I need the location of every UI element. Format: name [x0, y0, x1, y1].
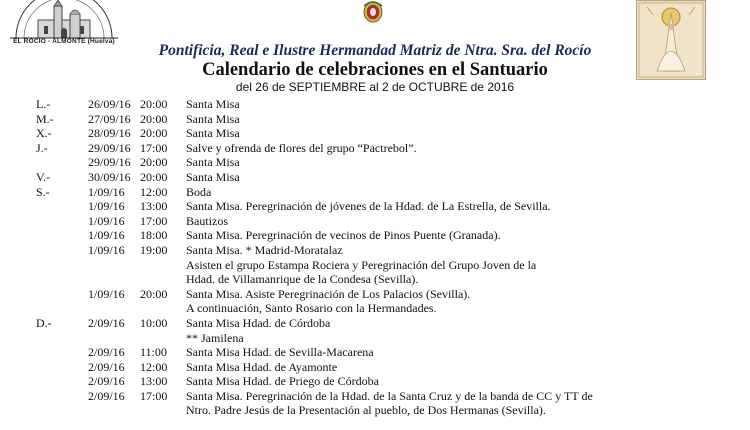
schedule-row: [0, 185, 750, 200]
schedule-time: 20:00: [140, 126, 168, 141]
schedule-row: [0, 214, 750, 229]
schedule-time: 20:00: [140, 286, 168, 301]
schedule-row: [0, 374, 750, 389]
schedule-row: [0, 389, 750, 404]
schedule-date: 26/09/16: [88, 97, 131, 111]
schedule-description: Santa Misa Hdad. de Priego de Córdoba: [186, 374, 379, 389]
schedule-row: [0, 126, 750, 141]
brotherhood-title: Pontificia, Real e Ilustre Hermandad Matriz de Ntra. Sra. del Rocío: [158, 42, 592, 59]
schedule-row: [0, 345, 750, 360]
schedule-day: V.-: [36, 169, 51, 184]
schedule-description: Santa Misa: [186, 155, 240, 170]
schedule-description: Santa Misa: [186, 126, 240, 141]
schedule-row: [0, 287, 750, 302]
schedule-date: 1/09/16: [88, 242, 125, 257]
schedule-time: 20:00: [140, 155, 168, 170]
schedule-time: 12:00: [140, 184, 168, 199]
schedule-day: L.-: [36, 97, 51, 111]
schedule-date: 1/09/16: [88, 184, 125, 199]
schedule-description: Salve y ofrenda de flores del grupo “Pactrebol”.: [186, 140, 417, 155]
schedule-description: Ntro. Padre Jesús de la Presentación al pueblo, de Dos Hermanas (Sevilla).: [186, 403, 546, 418]
schedule-time: 20:00: [140, 97, 168, 111]
schedule-description: Santa Misa: [186, 97, 240, 111]
schedule-time: 12:00: [140, 359, 168, 374]
schedule-time: 18:00: [140, 228, 168, 243]
schedule-day: D.-: [36, 315, 52, 330]
schedule-row: [0, 331, 750, 346]
schedule-date: 2/09/16: [88, 359, 125, 374]
schedule-description: A continuación, Santo Rosario con la Hermandades.: [186, 301, 437, 316]
schedule-date: 1/09/16: [88, 228, 125, 243]
schedule-time: 13:00: [140, 199, 168, 214]
calendar-title: Calendario de celebraciones en el Santuario: [202, 60, 548, 80]
schedule-time: 17:00: [140, 140, 168, 155]
schedule-row: [0, 301, 750, 316]
schedule-description: Santa Misa: [186, 169, 240, 184]
schedule-description: Bautizos: [186, 213, 228, 228]
schedule-description: Santa Misa. * Madrid-Moratalaz: [186, 242, 343, 257]
schedule-description: Asisten el grupo Estampa Rociera y Peregrinación del Grupo Joven de la: [186, 257, 537, 272]
schedule-description: Santa Misa. Peregrinación de la Hdad. de la Santa Cruz y de la banda de CC y TT de: [186, 388, 593, 403]
schedule-day: M.-: [36, 111, 54, 126]
schedule-row: [0, 403, 750, 418]
schedule-row: [0, 316, 750, 331]
schedule-row: [0, 258, 750, 273]
schedule-description: Hdad. de Villamanrique de la Condesa (Sevilla).: [186, 272, 419, 287]
schedule-date: 1/09/16: [88, 286, 125, 301]
schedule-description: Santa Misa: [186, 111, 240, 126]
schedule-day: X.-: [36, 126, 52, 141]
schedule-date: 2/09/16: [88, 374, 125, 389]
schedule-time: 17:00: [140, 388, 168, 403]
schedule-row: [0, 360, 750, 375]
sanctuary-church-icon: [4, 0, 124, 40]
schedule-description: Santa Misa Hdad. de Sevilla-Macarena: [186, 345, 374, 360]
brotherhood-emblem: [359, 0, 387, 24]
schedule-row: [0, 243, 750, 258]
schedule-description: Boda: [186, 184, 212, 199]
schedule-row: [0, 228, 750, 243]
schedule-description: Santa Misa. Peregrinación de jóvenes de la Hdad. de La Estrella, de Sevilla.: [186, 199, 551, 214]
schedule-date: 2/09/16: [88, 345, 125, 360]
schedule-date: 30/09/16: [88, 169, 131, 184]
schedule-date: 29/09/16: [88, 140, 131, 155]
schedule-date: 1/09/16: [88, 199, 125, 214]
schedule-row: [0, 170, 750, 185]
schedule-row: [0, 112, 750, 127]
schedule-description: ** Jamilena: [186, 330, 244, 345]
schedule-date: 2/09/16: [88, 388, 125, 403]
schedule-row: [0, 141, 750, 156]
schedule-time: 20:00: [140, 111, 168, 126]
schedule-row: [0, 272, 750, 287]
date-range: del 26 de SEPTIEMBRE al 2 de OCTUBRE de 2016: [235, 80, 515, 94]
schedule-day: S.-: [36, 184, 50, 199]
schedule-row: [0, 155, 750, 170]
schedule-date: 28/09/16: [88, 126, 131, 141]
schedule-description: Santa Misa. Asiste Peregrinación de Los Palacios (Sevilla).: [186, 286, 471, 301]
schedule-description: Santa Misa Hdad. de Córdoba: [186, 315, 331, 330]
schedule-date: 1/09/16: [88, 213, 125, 228]
schedule-day: J.-: [36, 140, 48, 155]
schedule-date: 27/09/16: [88, 111, 131, 126]
schedule-date: 2/09/16: [88, 315, 125, 330]
schedule-time: 20:00: [140, 169, 168, 184]
schedule-list: [0, 97, 750, 418]
schedule-row: [0, 97, 750, 112]
schedule-row: [0, 199, 750, 214]
schedule-time: 10:00: [140, 315, 168, 330]
schedule-date: 29/09/16: [88, 155, 131, 170]
logo-caption: EL ROCÍO - ALMONTE (Huelva): [13, 38, 115, 45]
schedule-time: 19:00: [140, 242, 168, 257]
schedule-time: 13:00: [140, 374, 168, 389]
schedule-description: Santa Misa Hdad. de Ayamonte: [186, 359, 338, 374]
schedule-time: 11:00: [140, 345, 167, 360]
crest-icon: [359, 0, 387, 24]
schedule-description: Santa Misa. Peregrinación de vecinos de Pinos Puente (Granada).: [186, 228, 501, 243]
schedule-time: 17:00: [140, 213, 168, 228]
